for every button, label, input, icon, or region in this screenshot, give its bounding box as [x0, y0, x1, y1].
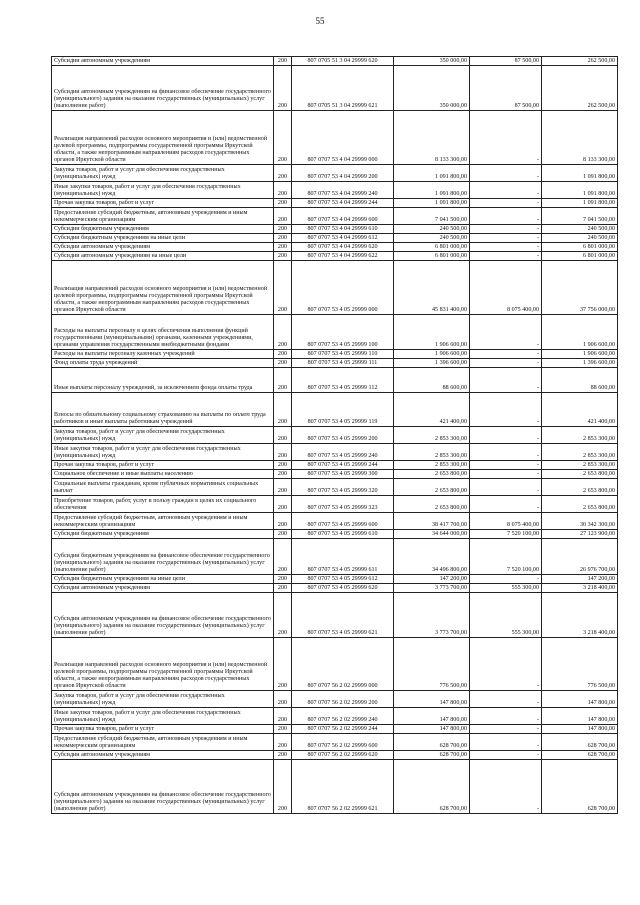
row-budget-code-cell: 807 0707 53 4 05 29999 111 — [292, 359, 394, 368]
row-federal-cell: - — [470, 461, 542, 470]
row-federal-cell: - — [470, 350, 542, 359]
table-row — [52, 243, 618, 252]
row-federal-cell: 7 520 100,00 — [470, 539, 542, 575]
row-budget-code-cell: 807 0707 56 2 02 29999 200 — [292, 691, 394, 708]
row-admin-code-cell: 200 — [274, 530, 292, 539]
table-row — [52, 350, 618, 359]
row-total-cell: 2 853 300,00 — [394, 461, 470, 470]
row-federal-cell: - — [470, 470, 542, 479]
table-row — [52, 725, 618, 734]
row-name-cell: Субсидии бюджетным учреждениям на иные цели — [52, 234, 274, 243]
row-regional-cell: 30 342 300,00 — [542, 513, 618, 530]
row-name-cell: Расходы на выплаты персоналу в целях обеспечения выполнения функций государственными (муниципальными) органами, казенными учреждениями, органами управления государственными внебюджетными фондами — [52, 315, 274, 350]
row-regional-cell: 1 906 600,00 — [542, 315, 618, 350]
row-admin-code-cell: 200 — [274, 539, 292, 575]
row-total-cell: 240 500,00 — [394, 225, 470, 234]
table-row — [52, 427, 618, 444]
row-budget-code-cell: 807 0707 53 4 05 29999 621 — [292, 593, 394, 638]
row-budget-code-cell: 807 0707 53 4 05 29999 620 — [292, 584, 394, 593]
row-name-cell: Субсидии автономным учреждениям — [52, 584, 274, 593]
row-name-cell: Предоставление субсидий бюджетным, автономным учреждениям и иным некоммерческим организациям — [52, 513, 274, 530]
row-regional-cell: 2 653 800,00 — [542, 479, 618, 496]
row-federal-cell: - — [470, 199, 542, 208]
row-name-cell: Закупка товаров, работ и услуг для обеспечения государственных (муниципальных) нужд — [52, 691, 274, 708]
table-row — [52, 479, 618, 496]
row-regional-cell: 2 653 800,00 — [542, 470, 618, 479]
table-row — [52, 513, 618, 530]
row-federal-cell: - — [470, 315, 542, 350]
row-regional-cell: 262 500,00 — [542, 66, 618, 111]
row-budget-code-cell: 807 0707 56 2 02 29999 621 — [292, 760, 394, 814]
row-budget-code-cell: 807 0705 51 3 04 29999 621 — [292, 66, 394, 111]
row-total-cell: 147 800,00 — [394, 708, 470, 725]
row-name-cell: Закупка товаров, работ и услуг для обеспечения государственных (муниципальных) нужд — [52, 165, 274, 182]
row-admin-code-cell: 200 — [274, 584, 292, 593]
row-federal-cell: - — [470, 368, 542, 393]
row-admin-code-cell: 200 — [274, 208, 292, 225]
table-row — [52, 751, 618, 760]
row-budget-code-cell: 807 0707 53 4 04 29999 244 — [292, 199, 394, 208]
row-name-cell: Субсидии автономным учреждениям — [52, 243, 274, 252]
row-total-cell: 38 417 700,00 — [394, 513, 470, 530]
row-total-cell: 45 831 400,00 — [394, 261, 470, 315]
row-budget-code-cell: 807 0705 51 3 04 29999 620 — [292, 57, 394, 66]
table-row — [52, 57, 618, 66]
row-federal-cell: - — [470, 111, 542, 165]
table-row — [52, 261, 618, 315]
row-admin-code-cell: 200 — [274, 261, 292, 315]
table-row — [52, 593, 618, 638]
row-admin-code-cell: 200 — [274, 393, 292, 427]
row-name-cell: Иные закупки товаров, работ и услуг для обеспечения государственных (муниципальных) нужд — [52, 182, 274, 199]
row-regional-cell: 3 218 400,00 — [542, 593, 618, 638]
row-federal-cell: - — [470, 760, 542, 814]
row-total-cell: 147 800,00 — [394, 725, 470, 734]
row-federal-cell: 555 300,00 — [470, 584, 542, 593]
row-federal-cell: - — [470, 725, 542, 734]
row-budget-code-cell: 807 0707 53 4 05 29999 300 — [292, 470, 394, 479]
row-budget-code-cell: 807 0707 53 4 05 29999 610 — [292, 530, 394, 539]
row-budget-code-cell: 807 0707 53 4 04 29999 612 — [292, 234, 394, 243]
row-admin-code-cell: 200 — [274, 368, 292, 393]
row-federal-cell: - — [470, 427, 542, 444]
row-total-cell: 350 000,00 — [394, 66, 470, 111]
row-regional-cell: 26 976 700,00 — [542, 539, 618, 575]
row-name-cell: Социальные выплаты гражданам, кроме публичных нормативных социальных выплат — [52, 479, 274, 496]
row-budget-code-cell: 807 0707 53 4 05 29999 240 — [292, 444, 394, 461]
row-admin-code-cell: 200 — [274, 593, 292, 638]
row-regional-cell: 147 200,00 — [542, 575, 618, 584]
row-regional-cell: 1 091 800,00 — [542, 165, 618, 182]
row-regional-cell: 147 800,00 — [542, 691, 618, 708]
budget-table — [51, 56, 618, 814]
row-regional-cell: 628 700,00 — [542, 734, 618, 751]
table-row — [52, 470, 618, 479]
row-total-cell: 34 496 800,00 — [394, 539, 470, 575]
row-federal-cell: 87 500,00 — [470, 66, 542, 111]
row-total-cell: 1 906 600,00 — [394, 350, 470, 359]
table-row — [52, 368, 618, 393]
row-federal-cell: - — [470, 638, 542, 691]
row-federal-cell: - — [470, 208, 542, 225]
row-total-cell: 2 653 800,00 — [394, 496, 470, 513]
row-total-cell: 628 700,00 — [394, 734, 470, 751]
row-federal-cell: - — [470, 444, 542, 461]
row-regional-cell: 776 500,00 — [542, 638, 618, 691]
row-regional-cell: 240 500,00 — [542, 225, 618, 234]
row-regional-cell: 2 653 800,00 — [542, 496, 618, 513]
row-name-cell: Реализация направлений расходов основного мероприятия и (или) ведомственной целевой программы, подпрограммы государственной программы Иркутской области, а также непрограммным направлениям расходов государственных органов Иркутской области — [52, 638, 274, 691]
row-federal-cell: - — [470, 708, 542, 725]
table-row — [52, 691, 618, 708]
row-regional-cell: 2 853 300,00 — [542, 427, 618, 444]
row-federal-cell: - — [470, 165, 542, 182]
row-total-cell: 776 500,00 — [394, 638, 470, 691]
row-name-cell: Субсидии бюджетным учреждениям на иные цели — [52, 575, 274, 584]
row-regional-cell: 6 801 000,00 — [542, 252, 618, 261]
row-admin-code-cell: 200 — [274, 575, 292, 584]
row-name-cell: Субсидии бюджетным учреждениям на финансовое обеспечение государственного (муниципального) задания на оказание государственных (муниципальных) услуг (выполнение работ) — [52, 539, 274, 575]
row-federal-cell: 7 520 100,00 — [470, 530, 542, 539]
row-federal-cell: - — [470, 252, 542, 261]
row-admin-code-cell: 200 — [274, 496, 292, 513]
table-row — [52, 760, 618, 814]
row-regional-cell: 1 091 800,00 — [542, 199, 618, 208]
row-admin-code-cell: 200 — [274, 199, 292, 208]
row-regional-cell: 147 800,00 — [542, 708, 618, 725]
row-total-cell: 6 801 000,00 — [394, 243, 470, 252]
row-total-cell: 147 800,00 — [394, 691, 470, 708]
table-row — [52, 496, 618, 513]
row-budget-code-cell: 807 0707 53 4 05 29999 323 — [292, 496, 394, 513]
row-federal-cell: - — [470, 243, 542, 252]
row-name-cell: Субсидии автономным учреждениям на финансовое обеспечение государственного (муниципального) задания на оказание государственных (муниципальных) услуг (выполнение работ) — [52, 593, 274, 638]
row-name-cell: Иные выплаты персоналу учреждений, за исключением фонда оплаты труда — [52, 368, 274, 393]
row-budget-code-cell: 807 0707 53 4 04 29999 000 — [292, 111, 394, 165]
table-row — [52, 444, 618, 461]
row-total-cell: 2 653 800,00 — [394, 470, 470, 479]
row-regional-cell: 2 853 300,00 — [542, 444, 618, 461]
row-total-cell: 2 853 300,00 — [394, 444, 470, 461]
row-total-cell: 88 600,00 — [394, 368, 470, 393]
row-regional-cell: 628 700,00 — [542, 760, 618, 814]
row-total-cell: 1 396 600,00 — [394, 359, 470, 368]
row-admin-code-cell: 200 — [274, 513, 292, 530]
table-row — [52, 182, 618, 199]
row-admin-code-cell: 200 — [274, 315, 292, 350]
row-admin-code-cell: 200 — [274, 638, 292, 691]
budget-table-body — [52, 57, 618, 814]
row-budget-code-cell: 807 0707 53 4 05 29999 244 — [292, 461, 394, 470]
row-total-cell: 34 644 000,00 — [394, 530, 470, 539]
table-row — [52, 315, 618, 350]
row-regional-cell: 7 041 500,00 — [542, 208, 618, 225]
row-regional-cell: 147 800,00 — [542, 725, 618, 734]
row-federal-cell: - — [470, 479, 542, 496]
row-admin-code-cell: 200 — [274, 225, 292, 234]
table-row — [52, 638, 618, 691]
row-name-cell: Субсидии автономным учреждениям — [52, 57, 274, 66]
table-row — [52, 461, 618, 470]
row-name-cell: Иные закупки товаров, работ и услуг для обеспечения государственных (муниципальных) нужд — [52, 708, 274, 725]
row-total-cell: 6 801 000,00 — [394, 252, 470, 261]
row-federal-cell: - — [470, 691, 542, 708]
row-budget-code-cell: 807 0707 53 4 05 29999 600 — [292, 513, 394, 530]
row-budget-code-cell: 807 0707 53 4 05 29999 320 — [292, 479, 394, 496]
row-name-cell: Субсидии бюджетным учреждениям — [52, 530, 274, 539]
row-budget-code-cell: 807 0707 53 4 04 29999 240 — [292, 182, 394, 199]
row-admin-code-cell: 200 — [274, 691, 292, 708]
row-admin-code-cell: 200 — [274, 111, 292, 165]
row-admin-code-cell: 200 — [274, 461, 292, 470]
row-budget-code-cell: 807 0707 53 4 05 29999 611 — [292, 539, 394, 575]
table-row — [52, 584, 618, 593]
row-total-cell: 7 041 500,00 — [394, 208, 470, 225]
row-total-cell: 3 773 700,00 — [394, 593, 470, 638]
row-admin-code-cell: 200 — [274, 751, 292, 760]
row-admin-code-cell: 200 — [274, 427, 292, 444]
row-admin-code-cell: 200 — [274, 444, 292, 461]
row-federal-cell: 8 075 400,00 — [470, 513, 542, 530]
table-row — [52, 530, 618, 539]
row-name-cell: Субсидии автономным учреждениям на финансовое обеспечение государственного (муниципального) задания на оказание государственных (муниципальных) услуг (выполнение работ) — [52, 760, 274, 814]
row-regional-cell: 2 853 300,00 — [542, 461, 618, 470]
row-total-cell: 350 000,00 — [394, 57, 470, 66]
row-admin-code-cell: 200 — [274, 350, 292, 359]
table-row — [52, 111, 618, 165]
row-budget-code-cell: 807 0707 53 4 05 29999 119 — [292, 393, 394, 427]
row-name-cell: Субсидии автономным учреждениям на иные цели — [52, 252, 274, 261]
row-name-cell: Социальное обеспечение и иные выплаты населению — [52, 470, 274, 479]
row-total-cell: 240 500,00 — [394, 234, 470, 243]
row-admin-code-cell: 200 — [274, 725, 292, 734]
row-total-cell: 628 700,00 — [394, 751, 470, 760]
table-row — [52, 393, 618, 427]
row-admin-code-cell: 200 — [274, 708, 292, 725]
row-name-cell: Взносы по обязательному социальному страхованию на выплаты по оплате труда работников и иные выплаты работникам учреждений — [52, 393, 274, 427]
row-name-cell: Субсидии автономным учреждениям на финансовое обеспечение государственного (муниципального) задания на оказание государственных (муниципальных) услуг (выполнение работ) — [52, 66, 274, 111]
row-admin-code-cell: 200 — [274, 182, 292, 199]
row-federal-cell: - — [470, 359, 542, 368]
row-regional-cell: 240 500,00 — [542, 234, 618, 243]
row-admin-code-cell: 200 — [274, 165, 292, 182]
row-total-cell: 1 091 800,00 — [394, 199, 470, 208]
page-number: 55 — [315, 16, 325, 26]
row-budget-code-cell: 807 0707 53 4 04 29999 622 — [292, 252, 394, 261]
row-federal-cell: 87 500,00 — [470, 57, 542, 66]
row-regional-cell: 1 091 800,00 — [542, 182, 618, 199]
row-regional-cell: 88 600,00 — [542, 368, 618, 393]
row-name-cell: Прочая закупка товаров, работ и услуг — [52, 461, 274, 470]
row-regional-cell: 6 801 000,00 — [542, 243, 618, 252]
row-total-cell: 1 906 600,00 — [394, 315, 470, 350]
row-budget-code-cell: 807 0707 53 4 04 29999 610 — [292, 225, 394, 234]
row-name-cell: Прочая закупка товаров, работ и услуг — [52, 725, 274, 734]
row-budget-code-cell: 807 0707 56 2 02 29999 240 — [292, 708, 394, 725]
row-total-cell: 2 653 800,00 — [394, 479, 470, 496]
row-admin-code-cell: 200 — [274, 57, 292, 66]
row-regional-cell: 3 218 400,00 — [542, 584, 618, 593]
row-regional-cell: 1 906 600,00 — [542, 350, 618, 359]
table-row — [52, 66, 618, 111]
row-budget-code-cell: 807 0707 53 4 05 29999 200 — [292, 427, 394, 444]
row-federal-cell: - — [470, 182, 542, 199]
row-federal-cell: - — [470, 496, 542, 513]
row-name-cell: Субсидии бюджетным учреждениям — [52, 225, 274, 234]
row-total-cell: 2 853 300,00 — [394, 427, 470, 444]
row-budget-code-cell: 807 0707 56 2 02 29999 244 — [292, 725, 394, 734]
row-regional-cell: 8 133 300,00 — [542, 111, 618, 165]
row-name-cell: Реализация направлений расходов основного мероприятия и (или) ведомственной целевой программы, подпрограммы государственной программы Иркутской области, а также непрограммным направлениям расходов государственных органов Иркутской области — [52, 111, 274, 165]
row-budget-code-cell: 807 0707 53 4 05 29999 000 — [292, 261, 394, 315]
table-row — [52, 199, 618, 208]
row-name-cell: Предоставление субсидий бюджетным, автономным учреждениям и иным некоммерческим организациям — [52, 208, 274, 225]
row-name-cell: Иные закупки товаров, работ и услуг для обеспечения государственных (муниципальных) нужд — [52, 444, 274, 461]
row-regional-cell: 628 700,00 — [542, 751, 618, 760]
row-name-cell: Субсидии автономным учреждениям — [52, 751, 274, 760]
table-row — [52, 208, 618, 225]
row-name-cell: Фонд оплаты труда учреждений — [52, 359, 274, 368]
row-budget-code-cell: 807 0707 53 4 05 29999 100 — [292, 315, 394, 350]
row-federal-cell: 8 075 400,00 — [470, 261, 542, 315]
table-row — [52, 252, 618, 261]
table-row — [52, 539, 618, 575]
row-federal-cell: - — [470, 575, 542, 584]
row-federal-cell: 555 300,00 — [470, 593, 542, 638]
row-federal-cell: - — [470, 225, 542, 234]
row-total-cell: 1 091 800,00 — [394, 182, 470, 199]
row-budget-code-cell: 807 0707 53 4 04 29999 600 — [292, 208, 394, 225]
row-total-cell: 147 200,00 — [394, 575, 470, 584]
table-row — [52, 734, 618, 751]
table-row — [52, 165, 618, 182]
row-budget-code-cell: 807 0707 53 4 04 29999 620 — [292, 243, 394, 252]
row-budget-code-cell: 807 0707 53 4 04 29999 200 — [292, 165, 394, 182]
row-regional-cell: 421 400,00 — [542, 393, 618, 427]
row-budget-code-cell: 807 0707 53 4 05 29999 112 — [292, 368, 394, 393]
row-regional-cell: 37 756 000,00 — [542, 261, 618, 315]
table-row — [52, 234, 618, 243]
table-row — [52, 575, 618, 584]
row-total-cell: 8 133 300,00 — [394, 111, 470, 165]
row-name-cell: Приобретение товаров, работ, услуг в пользу граждан в целях их социального обеспечения — [52, 496, 274, 513]
row-admin-code-cell: 200 — [274, 252, 292, 261]
row-admin-code-cell: 200 — [274, 760, 292, 814]
table-row — [52, 225, 618, 234]
row-name-cell: Прочая закупка товаров, работ и услуг — [52, 199, 274, 208]
row-total-cell: 628 700,00 — [394, 760, 470, 814]
row-budget-code-cell: 807 0707 56 2 02 29999 600 — [292, 734, 394, 751]
row-federal-cell: - — [470, 393, 542, 427]
table-row — [52, 708, 618, 725]
row-federal-cell: - — [470, 751, 542, 760]
row-name-cell: Закупка товаров, работ и услуг для обеспечения государственных (муниципальных) нужд — [52, 427, 274, 444]
row-budget-code-cell: 807 0707 56 2 02 29999 620 — [292, 751, 394, 760]
row-admin-code-cell: 200 — [274, 479, 292, 496]
row-name-cell: Реализация направлений расходов основного мероприятия и (или) ведомственной целевой программы, подпрограммы государственной программы Иркутской области, а также непрограммным направлениям расходов государственных органов Иркутской области — [52, 261, 274, 315]
row-regional-cell: 1 396 600,00 — [542, 359, 618, 368]
row-budget-code-cell: 807 0707 53 4 05 29999 110 — [292, 350, 394, 359]
row-name-cell: Предоставление субсидий бюджетным, автономным учреждениям и иным некоммерческим организациям — [52, 734, 274, 751]
row-total-cell: 421 400,00 — [394, 393, 470, 427]
row-admin-code-cell: 200 — [274, 66, 292, 111]
row-budget-code-cell: 807 0707 53 4 05 29999 612 — [292, 575, 394, 584]
row-federal-cell: - — [470, 734, 542, 751]
row-admin-code-cell: 200 — [274, 234, 292, 243]
row-total-cell: 1 091 800,00 — [394, 165, 470, 182]
row-regional-cell: 27 123 900,00 — [542, 530, 618, 539]
row-admin-code-cell: 200 — [274, 359, 292, 368]
row-name-cell: Расходы на выплаты персоналу казенных учреждений — [52, 350, 274, 359]
row-budget-code-cell: 807 0707 56 2 02 29999 000 — [292, 638, 394, 691]
table-row — [52, 359, 618, 368]
row-total-cell: 3 773 700,00 — [394, 584, 470, 593]
row-regional-cell: 262 500,00 — [542, 57, 618, 66]
row-federal-cell: - — [470, 234, 542, 243]
row-admin-code-cell: 200 — [274, 470, 292, 479]
row-admin-code-cell: 200 — [274, 734, 292, 751]
row-admin-code-cell: 200 — [274, 243, 292, 252]
